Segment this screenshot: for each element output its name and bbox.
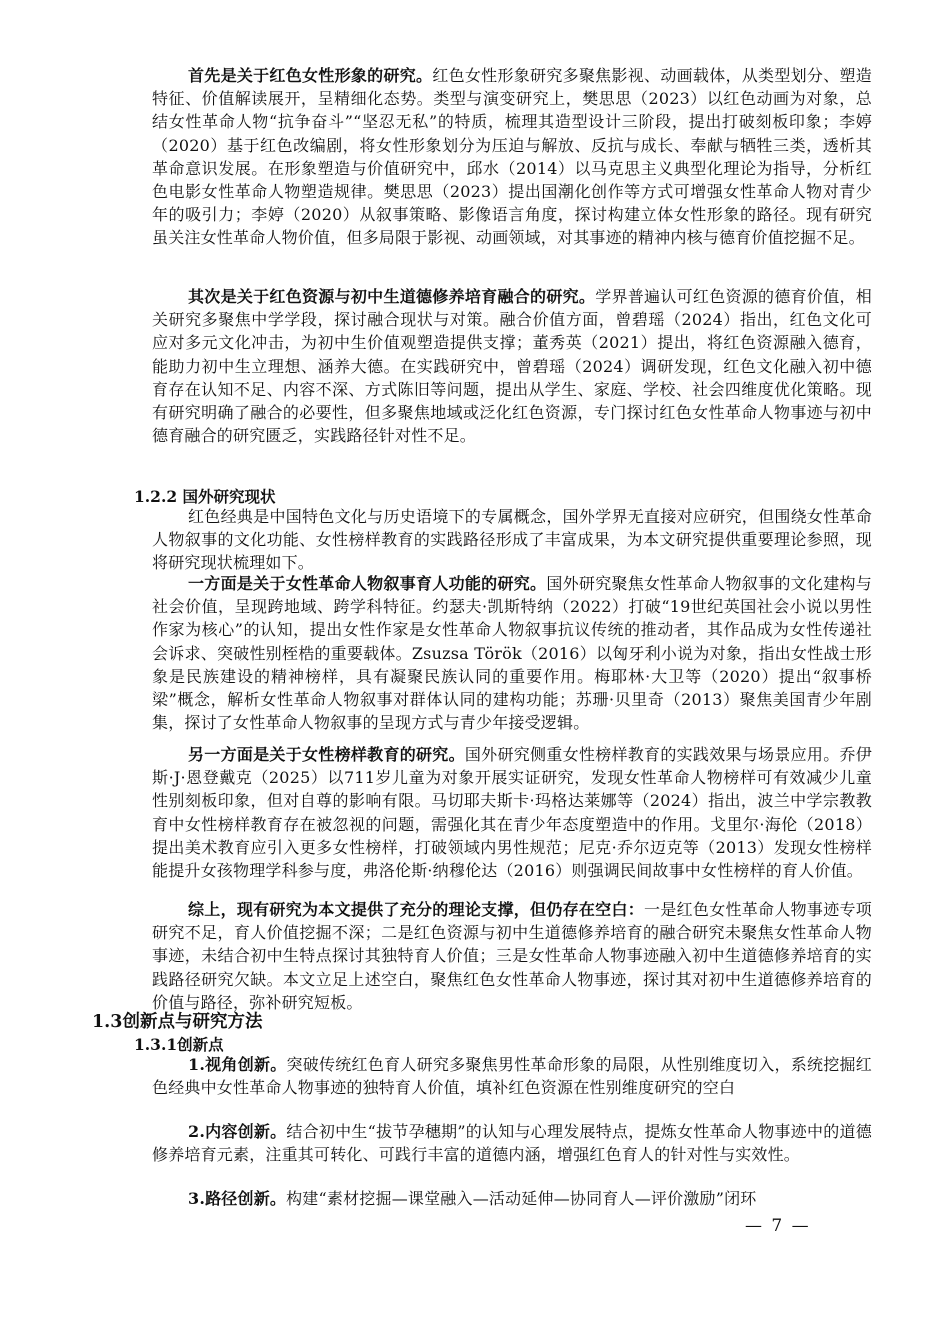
section-heading-1-3-1: 1.3.1创新点: [134, 1035, 224, 1054]
section-heading-1-2-2: 1.2.2 国外研究现状: [134, 487, 276, 506]
paragraph-lead: 2.内容创新。: [188, 1122, 287, 1141]
paragraph-innovation-perspective: [152, 1053, 872, 1099]
paragraph-lead: 一方面是关于女性革命人物叙事育人功能的研究。: [188, 574, 547, 593]
paragraph-body: 国外研究侧重女性榜样教育的实践效果与场景应用。乔伊斯·J·恩登戴克（2025）以711岁儿童为对象开展实证研究，发现女性革命人物榜样可有效减少儿童性别刻板印象，但对自尊的影响有限。马切耶夫斯卡·玛格达莱娜等（2024）指出，波兰中学宗教教育中女性榜样教育存在被忽视的问题，需强化其在青少年态度塑造中的作用。戈里尔·海伦（2018）提出美术教育应引入更多女性榜样，打破领域内男性规范；尼克·乔尔迈克等（2013）发现女性榜样能提升女孩物理学科参与度，弗洛伦斯·纳穆伦达（2016）则强调民间故事中女性榜样的育人价值。: [152, 745, 872, 881]
paragraph-body: 红色女性形象研究多聚焦影视、动画载体，从类型划分、塑造特征、价值解读展开，呈精细化态势。类型与演变研究上，樊思思（2023）以红色动画为对象，总结女性革命人物“抗争奋斗”“坚忍无私”的特质，梳理其造型设计三阶段，提出打破刻板印象；李婷（2020）基于红色改编剧，将女性形象划分为压迫与解放、反抗与成长、奉献与牺牲三类，透析其革命意识发展。在形象塑造与价值研究中，邱水（2014）以马克思主义典型化理论为指导，分析红色电影女性革命人物塑造规律。樊思思（2023）提出国潮化创作等方式可增强女性革命人物对青少年的吸引力；李婷（2020）从叙事策略、影像语言角度，探讨构建立体女性形象的路径。现有研究虽关注女性革命人物价值，但多局限于影视、动画领域，对其事迹的精神内核与德育价值挖掘不足。: [152, 66, 872, 248]
paragraph-red-resources-integration: [152, 285, 872, 447]
paragraph-lead: 其次是关于红色资源与初中生道德修养培育融合的研究。: [188, 287, 596, 306]
paragraph-body: 结合初中生“拔节孕穗期”的认知与心理发展特点，提炼女性革命人物事迹中的道德修养培育元素，注重其可转化、可践行丰富的道德内涵，增强红色育人的针对性与实效性。: [152, 1122, 873, 1165]
paragraph-lead: 3.路径创新。: [188, 1189, 287, 1208]
paragraph-lead: 综上，现有研究为本文提供了充分的理论支撑，但仍存在空白：: [188, 900, 645, 919]
paragraph-summary: [152, 898, 872, 1014]
paragraph-lead: 另一方面是关于女性榜样教育的研究。: [188, 745, 465, 764]
paragraph-foreign-intro: 红色经典是中国特色文化与历史语境下的专属概念，国外学界无直接对应研究，但围绕女性革命人物叙事的文化功能、女性榜样教育的实践路径形成了丰富成果，为本文研究提供重要理论参照，现将研究现状梳理如下。: [152, 507, 872, 573]
paragraph-body: 突破传统红色育人研究多聚焦男性革命形象的局限，从性别维度切入，系统挖掘红色经典中女性革命人物事迹的独特育人价值，填补红色资源在性别维度研究的空白: [152, 1055, 872, 1098]
paragraph-narrative-function: [152, 572, 872, 734]
paragraph-lead: 首先是关于红色女性形象的研究。: [188, 66, 433, 85]
paragraph-body: 一是红色女性革命人物事迹专项研究不足，育人价值挖掘不深；二是红色资源与初中生道德修养培育的融合研究未聚焦女性革命人物事迹，未结合初中生特点探讨其独特育人价值；三是女性革命人物事迹融入初中生道德修养培育的实践路径研究欠缺。本文立足上述空白，聚焦红色女性革命人物事迹，探讨其对初中生道德修养培育的价值与路径，弥补研究短板。: [152, 900, 872, 1012]
page-number: — 7 —: [745, 1216, 811, 1236]
paragraph-body: 国外研究聚焦女性革命人物叙事的文化建构与社会价值，呈现跨地域、跨学科特征。约瑟夫·凯斯特纳（2022）打破“19世纪英国社会小说以男性作家为核心”的认知，提出女性作家是女性革命人物叙事抗议传统的推动者，其作品成为女性传递社会诉求、突破性别桎梏的重要载体。Zsuzsa Török（2016）以匈牙利小说为对象，指出女性战士形象是民族建设的精神榜样，具有凝聚民族认同的重要作用。梅耶林·大卫等（2020）提出“叙事桥梁”概念，解析女性革命人物叙事对群体认同的建构功能；苏珊·贝里奇（2013）聚焦美国青少年剧集，探讨了女性革命人物叙事的呈现方式与青少年接受逻辑。: [152, 574, 872, 733]
paragraph-innovation-content: [152, 1120, 872, 1166]
section-heading-1-3: 1.3创新点与研究方法: [92, 1012, 263, 1032]
paragraph-red-female-image: [152, 64, 872, 250]
paragraph-body: 构建“素材挖掘—课堂融入—活动延伸—协同育人—评价激励”闭环: [286, 1189, 757, 1208]
paragraph-innovation-path: [152, 1187, 872, 1210]
paragraph-role-model: [152, 743, 872, 882]
paragraph-body: 学界普遍认可红色资源的德育价值，相关研究多聚焦中学学段，探讨融合现状与对策。融合价值方面，曾碧瑶（2024）指出，红色文化可应对多元文化冲击，为初中生价值观塑造提供支撑；董秀英（2021）提出，将红色资源融入德育，能助力初中生立理想、涵养大德。在实践研究中，曾碧瑶（2024）调研发现，红色文化融入初中德育存在认知不足、内容不深、方式陈旧等问题，提出从学生、家庭、学校、社会四维度优化策略。现有研究明确了融合的必要性，但多聚焦地域或泛化红色资源，专门探讨红色女性革命人物事迹与初中德育融合的研究匮乏，实践路径针对性不足。: [152, 287, 872, 446]
paragraph-lead: 1.视角创新。: [188, 1055, 287, 1074]
